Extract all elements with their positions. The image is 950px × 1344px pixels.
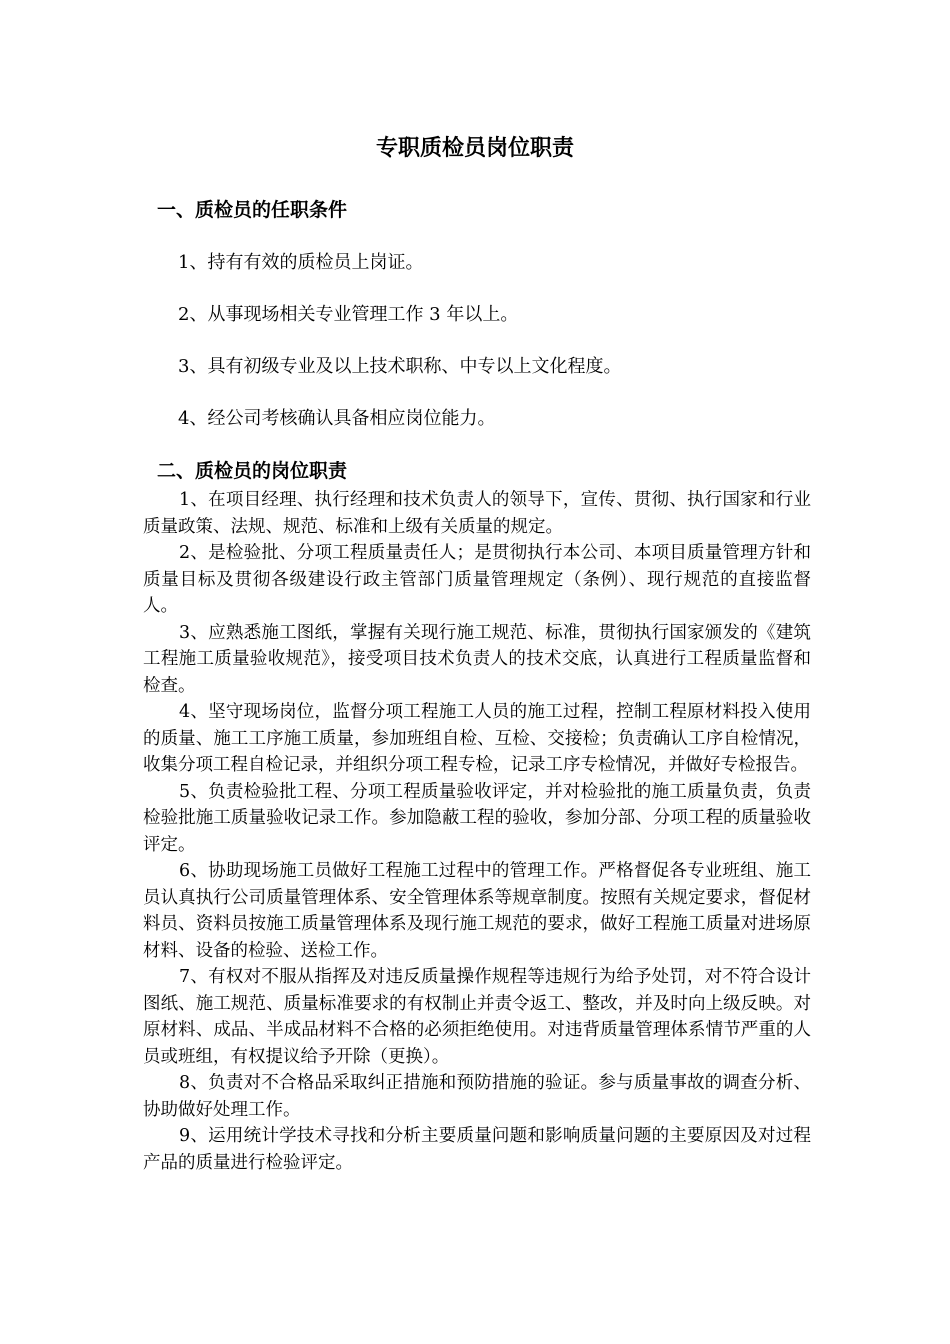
- requirement-item-4: 4、经公司考核确认具备相应岗位能力。: [178, 408, 496, 429]
- requirement-item-2: 2、从事现场相关专业管理工作 3 年以上。: [178, 304, 519, 325]
- duty-item-4: 4、坚守现场岗位，监督分项工程施工人员的施工过程，控制工程原材料投入使用的质量、施工工序施工质量，参加班组自检、互检、交接检；负责确认工序自检情况，收集分项工程自检记录，并组织分项工程专检，记录工序专检情况，并做好专检报告。: [143, 702, 811, 775]
- duty-item-8: 8、负责对不合格品采取纠正措施和预防措施的验证。参与质量事故的调查分析、协助做好处理工作。: [143, 1073, 811, 1120]
- duty-item-7: 7、有权对不服从指挥及对违反质量操作规程等违规行为给予处罚，对不符合设计图纸、施工规范、质量标准要求的有权制止并责令返工、整改，并及时向上级反映。对原材料、成品、半成品材料不合格的必须拒绝使用。对违背质量管理体系情节严重的人员或班组，有权提议给予开除（更换）。: [143, 967, 811, 1067]
- duty-item-5: 5、负责检验批工程、分项工程质量验收评定，并对检验批的施工质量负责，负责检验批施工质量验收记录工作。参加隐蔽工程的验收，参加分部、分项工程的质量验收评定。: [143, 781, 811, 855]
- duty-item-1: 1、在项目经理、执行经理和技术负责人的领导下，宣传、贯彻、执行国家和行业质量政策、法规、规范、标准和上级有关质量的规定。: [143, 490, 811, 537]
- requirement-item-1: 1、持有有效的质检员上岗证。: [178, 252, 424, 273]
- requirement-item-3: 3、具有初级专业及以上技术职称、中专以上文化程度。: [178, 356, 622, 377]
- duty-item-6: 6、协助现场施工员做好工程施工过程中的管理工作。严格督促各专业班组、施工员认真执行公司质量管理体系、安全管理体系等规章制度。按照有关规定要求，督促材料员、资料员按施工质量管理体系及现行施工规范的要求，做好工程施工质量对进场原材料、设备的检验、送检工作。: [143, 861, 811, 961]
- duty-item-9: 9、运用统计学技术寻找和分析主要质量问题和影响质量问题的主要原因及对过程产品的质量进行检验评定。: [143, 1126, 811, 1173]
- duties-list: [143, 487, 811, 1176]
- duty-item-3: 3、应熟悉施工图纸，掌握有关现行施工规范、标准，贯彻执行国家颁发的《建筑工程施工质量验收规范》，接受项目技术负责人的技术交底，认真进行工程质量监督和检查。: [143, 622, 811, 696]
- section-heading-requirements: 一、质检员的任职条件: [157, 199, 348, 221]
- section-heading-duties: 二、质检员的岗位职责: [157, 460, 348, 482]
- page-title: 专职质检员岗位职责: [375, 136, 574, 161]
- duty-item-2: 2、是检验批、分项工程质量责任人；是贯彻执行本公司、本项目质量管理方针和质量目标及贯彻各级建设行政主管部门质量管理规定（条例）、现行规范的直接监督人。: [143, 543, 811, 616]
